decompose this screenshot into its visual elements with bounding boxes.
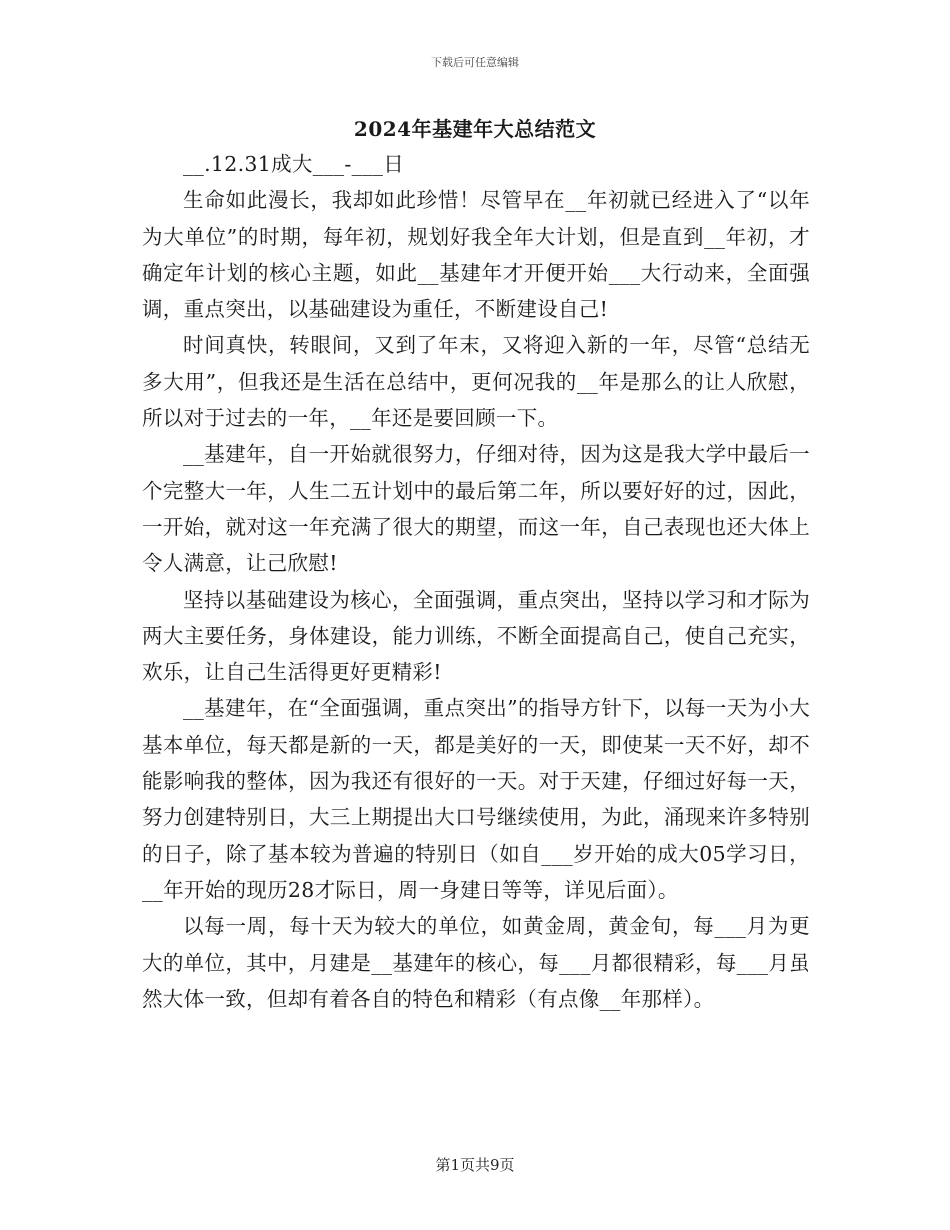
page-number: 第1页共9页 <box>435 1156 515 1174</box>
paragraph: __基建年，自一开始就很努力，仔细对待，因为这是我大学中最后一个完整大一年，人生二五计划中的最后第二年，所以要好好的过，因此，一开始，就对这一年充满了很大的期望，而这一年，自己表现也还大体上令人满意，让己欣慰! <box>142 442 810 576</box>
date-line: __.12.31成大___-___日 <box>183 152 405 176</box>
header-note: 下载后可任意编辑 <box>431 56 519 69</box>
document-body <box>142 146 810 1017</box>
paragraph: __基建年，在“全面强调，重点突出”的指导方针下，以每一天为小大基本单位，每天都是新的一天，都是美好的一天，即使某一天不好，却不能影响我的整体，因为我还有很好的一天。对于天建，仔细过好每一天，努力创建特别日，大三上期提出大口号继续使用，为此，涌现来许多特别的日子，除了基本较为普遍的特别日（如自___岁开始的成大05学习日，__年开始的现历28才际日，周一身建日等等，详见后面）。 <box>142 696 810 902</box>
paragraph: 时间真快，转眼间，又到了年末，又将迎入新的一年，尽管“总结无多大用”，但我还是生活在总结中，更何况我的__年是那么的让人欣慰，所以对于过去的一年，__年还是要回顾一下。 <box>142 333 810 431</box>
paragraph: 坚持以基础建设为核心，全面强调，重点突出，坚持以学习和才际为两大主要任务，身体建设，能力训练，不断全面提高自己，使自己充实，欢乐，让自己生活得更好更精彩! <box>142 587 810 685</box>
paragraph: 以每一周，每十天为较大的单位，如黄金周，黄金旬，每___月为更大的单位，其中，月建是__基建年的核心，每___月都很精彩，每___月虽然大体一致，但却有着各自的特色和精彩（有点像__年那样）。 <box>142 914 810 1011</box>
document-title: 2024年基建年大总结范文 <box>353 117 597 141</box>
paragraph: 生命如此漫长，我却如此珍惜！尽管早在__年初就已经进入了“以年为大单位”的时期，每年初，规划好我全年大计划，但是直到__年初，才确定年计划的核心主题，如此__基建年才开便开始___大行动来，全面强调，重点突出，以基础建设为重任，不断建设自己! <box>142 188 810 322</box>
